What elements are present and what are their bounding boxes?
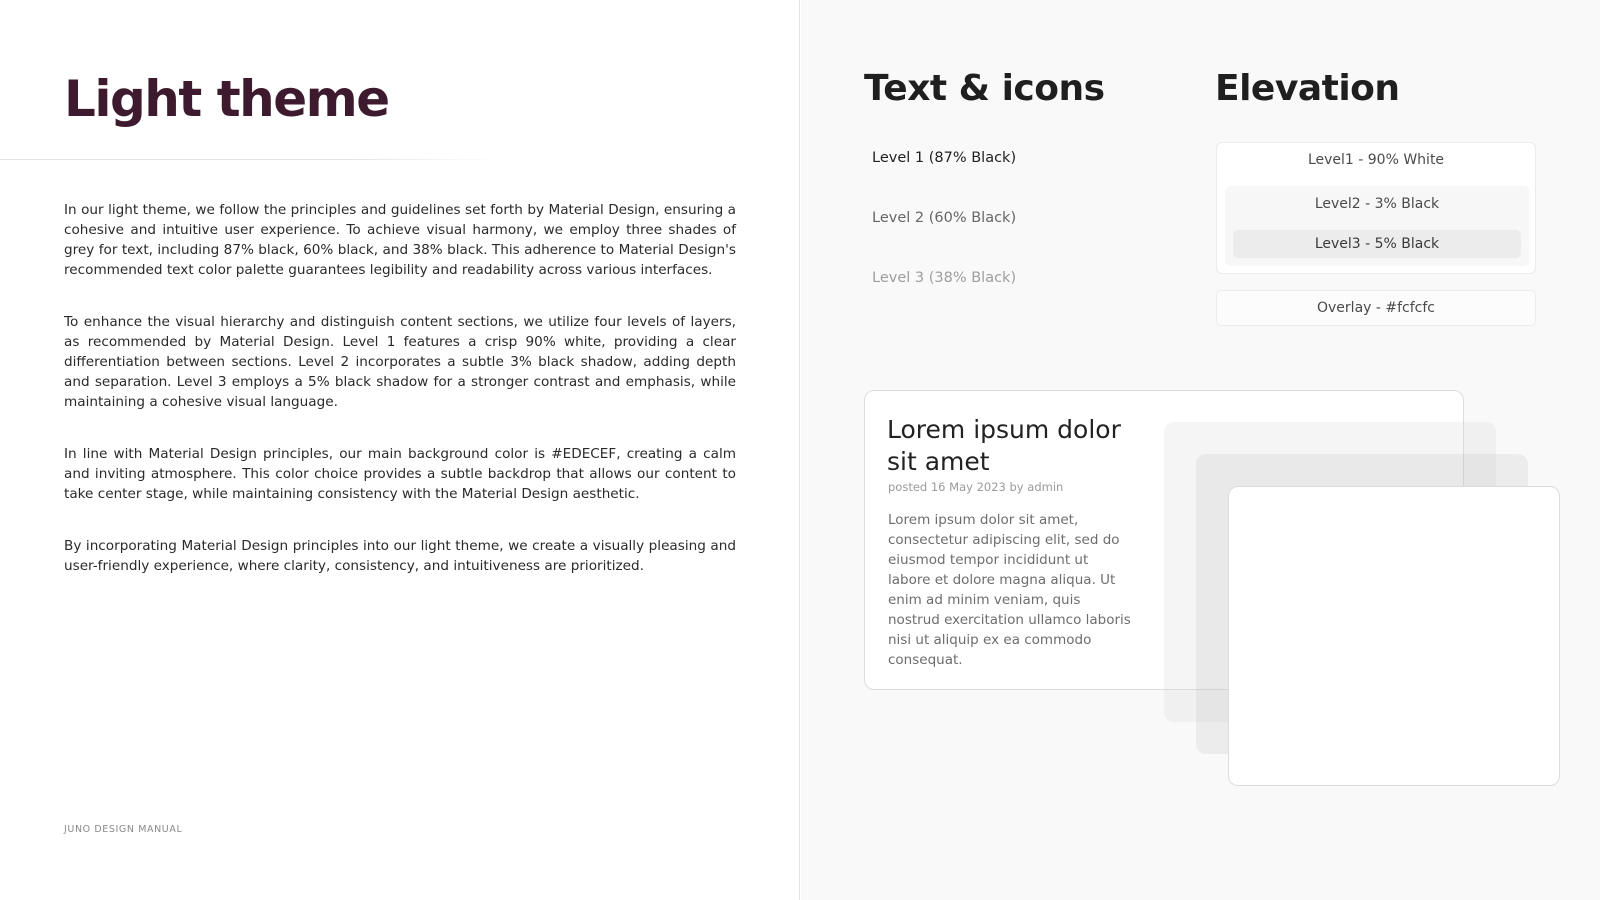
layer-sample-front (1228, 486, 1560, 786)
card-body: Lorem ipsum dolor sit amet, consectetur adipiscing elit, sed do eiusmod tempor incididunt ut labore et dolore magna aliqua. Ut enim ad minim veniam, quis nostrud exercitation ullamco laboris nisi ut aliquip ex ea commodo consequat. (888, 512, 1131, 668)
text-icons-heading: Text & icons (864, 68, 1105, 109)
page-title: Light theme (64, 70, 389, 128)
paragraph-layers: To enhance the visual hierarchy and distinguish content sections, we utilize four levels of layers, as recommended by Material Design. Level 1 features a crisp 90% white, providing a clear differentiation between sections. Level 2 incorporates a subtle 3% black shadow, adding depth and separation. Level 3 employs a 5% black shadow for a stronger contrast and emphasis, while maintaining a cohesive visual language. (64, 314, 736, 410)
text-level-1: Level 1 (87% Black) (872, 150, 1017, 166)
elevation-level-1 (1216, 142, 1536, 274)
elevation-level-2-label: Level2 - 3% Black (1314, 196, 1440, 212)
paragraph-text-colors: In our light theme, we follow the principles and guidelines set forth by Material Design, ensuring a cohesive and intuitive user experience. To achieve visual harmony, we employ three shades of grey for text, including 87% black, 60% black, and 38% black. This adherence to Material Design's recommended text color palette guarantees legibility and readability across various interfaces. (64, 202, 736, 278)
elevation-overlay: Overlay - #fcfcfc (1216, 290, 1536, 326)
text-level-2: Level 2 (60% Black) (872, 210, 1017, 226)
card-meta: posted 16 May 2023 by admin (888, 480, 1064, 494)
elevation-level-3 (1233, 230, 1521, 258)
text-level-3: Level 3 (38% Black) (872, 270, 1017, 286)
elevation-level-1-label: Level1 - 90% White (1307, 152, 1445, 168)
paragraph-background: In line with Material Design principles, our main background color is #EDECEF, creating a calm and inviting atmosphere. This color choice provides a subtle backdrop that allows our content to take center stage, while maintaining consistency with the Material Design aesthetic. (64, 446, 736, 502)
elevation-level-2 (1225, 186, 1529, 266)
title-divider (0, 159, 500, 160)
footer-label: JUNO DESIGN MANUAL (64, 824, 183, 835)
elevation-heading: Elevation (1215, 68, 1400, 109)
card-title: Lorem ipsum dolor sit amet (887, 415, 1121, 476)
elevation-level-3-label: Level3 - 5% Black (1314, 236, 1440, 252)
paragraph-summary: By incorporating Material Design principles into our light theme, we create a visually pleasing and user-friendly experience, where clarity, consistency, and intuitiveness are prioritized. (64, 538, 736, 574)
description-text (64, 200, 736, 608)
